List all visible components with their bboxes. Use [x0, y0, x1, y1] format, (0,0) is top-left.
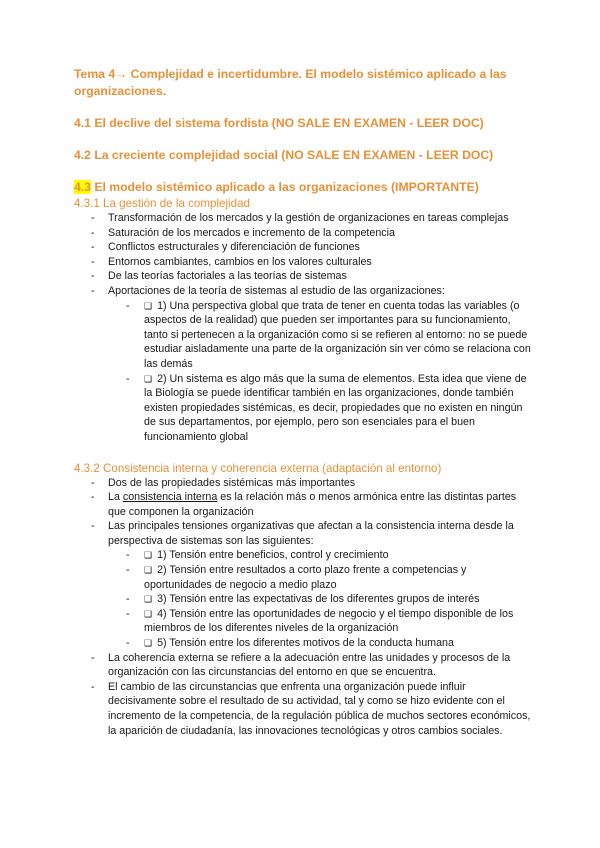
list-item: - Entornos cambiantes, cambios en los valores culturales: [74, 255, 534, 270]
sub-list-item: [108, 372, 534, 445]
checkbox-icon: ❑: [144, 565, 153, 576]
list-item: - Dos de las propiedades sistémicas más importantes: [74, 476, 534, 491]
list-item-text: Las principales tensiones organizativas que afectan a la consistencia interna desde la perspectiva de sistemas son las siguientes:: [108, 520, 514, 547]
list-item: [74, 519, 534, 650]
checkbox-icon: ❑: [144, 300, 153, 311]
section-number-highlight: 4.3: [74, 180, 91, 194]
systems-contributions-list: [108, 299, 534, 445]
list-item: - El cambio de las circunstancias que enfrenta una organización puede influir decisivamente sobre el resultado de su actividad, tal y como se hizo evidente con el incremento de la competencia, de la regulación pública de muchos sectores económicos, la aparición de ciudadanía, las innovaciones tecnológicas y otros cambios sociales.: [74, 680, 534, 738]
sub-list-item: [108, 592, 534, 607]
sub-list-item-text: 4) Tensión entre las oportunidades de negocio y el tiempo disponible de los miembros de los diferentes niveles de la organización: [144, 607, 514, 635]
complexity-list: [74, 211, 534, 445]
section-4-2-heading: 4.2 La creciente complejidad social (NO SALE EN EXAMEN - LEER DOC): [74, 148, 494, 162]
sub-list-item-text: 1) Tensión entre beneficios, control y crecimiento: [157, 549, 389, 562]
sub-list-item: [108, 563, 534, 592]
checkbox-icon: ❑: [144, 550, 153, 561]
sub-list-item-text: 1) Una perspectiva global que trata de tener en cuenta todas las variables (o aspectos de la realidad) que pueden ser importantes para su funcionamiento, tanto si pertenecen a la organización como si se refieren al entorno: no se puede estudiar aisladamente una parte de la organización sin ver cómo se relaciona con las demás: [144, 299, 531, 370]
list-item: - Transformación de los mercados y la gestión de organizaciones en tareas complejas: [74, 211, 534, 226]
tensions-list: [108, 548, 534, 650]
document-page: [74, 66, 534, 738]
list-item: - De las teorías factoriales a las teorías de sistemas: [74, 269, 534, 284]
list-item-text: Aportaciones de la teoría de sistemas al estudio de las organizaciones:: [108, 284, 445, 297]
consistencia-interna-term: consistencia interna: [122, 491, 218, 504]
subsection-4-3-2-heading: 4.3.2 Consistencia interna y coherencia externa (adaptación al entorno): [74, 461, 442, 475]
section-4-3-heading: [74, 179, 534, 196]
section-4-1-heading: 4.1 El declive del sistema fordista (NO SALE EN EXAMEN - LEER DOC): [74, 116, 484, 130]
checkbox-icon: ❑: [144, 594, 153, 605]
list-item: [74, 284, 534, 445]
sub-list-item: [108, 299, 534, 372]
list-item-prefix: La: [108, 491, 123, 504]
document-title: Tema 4→ Complejidad e incertidumbre. El modelo sistémico aplicado a las organizaciones.: [74, 67, 507, 98]
checkbox-icon: ❑: [144, 638, 153, 649]
section-4-3-title: El modelo sistémico aplicado a las organizaciones (IMPORTANTE): [90, 180, 479, 194]
checkbox-icon: ❑: [144, 373, 153, 384]
sub-list-item-text: 2) Tensión entre resultados a corto plazo frente a competencias y oportunidades de negocio a medio plazo: [144, 564, 467, 591]
list-item: - La coherencia externa se refiere a la adecuación entre las unidades y procesos de la organización con las circunstancias del entorno en que se encuentra.: [74, 651, 534, 680]
sub-list-item: [108, 607, 534, 636]
list-item-text: es la relación más o menos armónica entre las distintas partes que componen la organización: [108, 491, 517, 518]
subsection-4-3-1-heading: 4.3.1 La gestión de la complejidad: [74, 197, 250, 210]
sub-list-item: [108, 548, 534, 563]
sub-list-item-text: 5) Tensión entre los diferentes motivos de la conducta humana: [157, 637, 454, 650]
list-item: - Saturación de los mercados e incremento de la competencia: [74, 226, 534, 241]
sub-list-item-text: 3) Tensión entre las expectativas de los diferentes grupos de interés: [157, 593, 480, 606]
checkbox-icon: ❑: [144, 608, 153, 619]
consistency-list: [74, 476, 534, 739]
sub-list-item: [108, 636, 534, 651]
list-item: [74, 490, 534, 519]
sub-list-item-text: 2) Un sistema es algo más que la suma de elementos. Esta idea que viene de la Biología se puede identificar también en las organizaciones, donde también existen propiedades sistémicas, es decir, propiedades que no existen en ningún de sus departamentos, por ejemplo, pero son esenciales para el buen funcionamiento global: [144, 372, 527, 443]
list-item: - Conflictos estructurales y diferenciación de funciones: [74, 240, 534, 255]
